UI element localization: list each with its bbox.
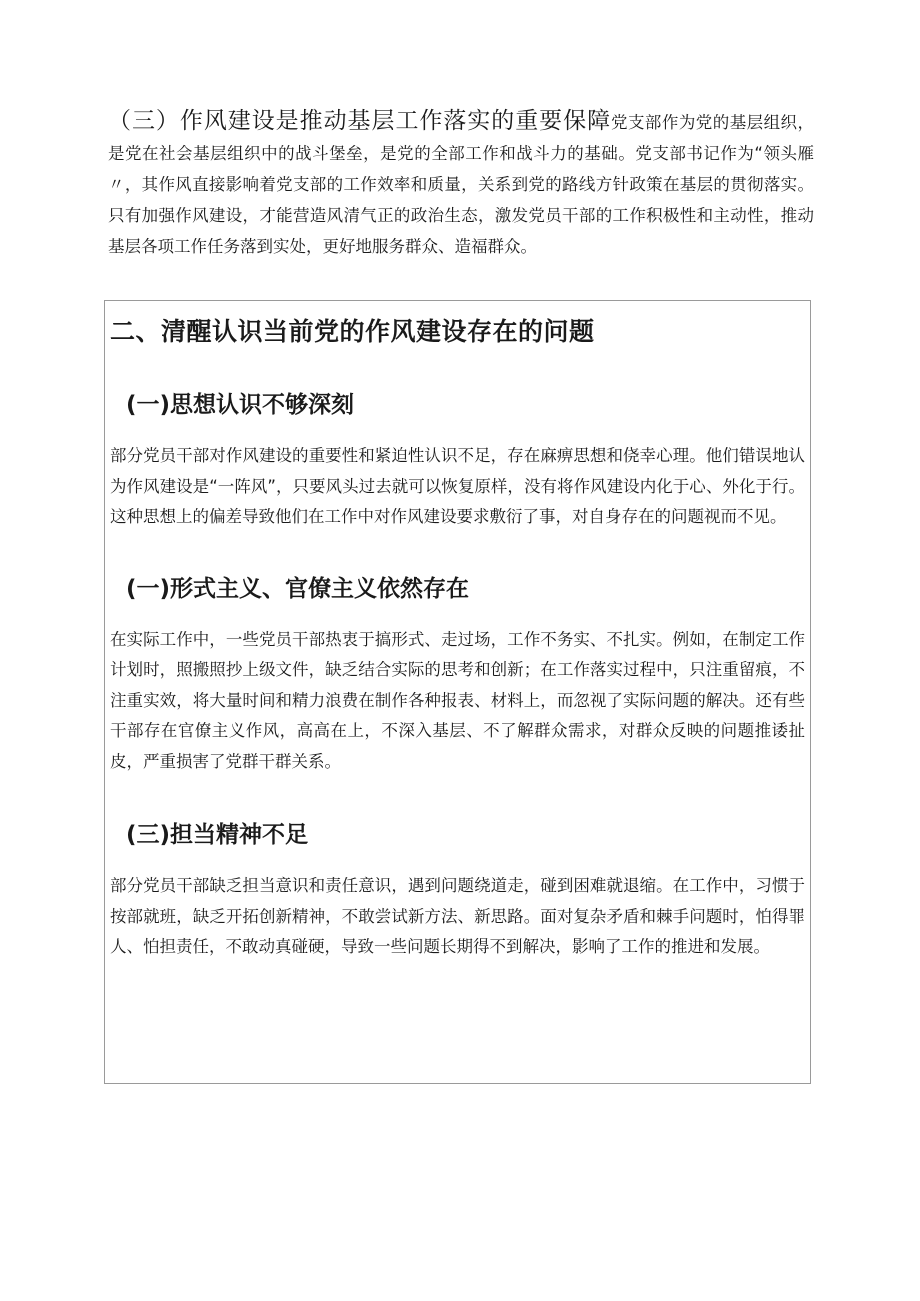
section-title: 二、清醒认识当前党的作风建设存在的问题	[110, 317, 595, 346]
intro-paragraph	[108, 106, 814, 262]
intro-heading: （三）作风建设是推动基层工作落实的重要保障	[108, 108, 612, 134]
subsection-body-formalism: 在实际工作中，一些党员干部热衷于搞形式、走过场，工作不务实、不扎实。例如，在制定工作计划时，照搬照抄上级文件，缺乏结合实际的思考和创新；在工作落实过程中，只注重留痕，不注重实效，将大量时间和精力浪费在制作各种报表、材料上，而忽视了实际问题的解决。还有些干部存在官僚主义作风，高高在上，不深入基层、不了解群众需求，对群众反映的问题推诿扯皮，严重损害了党群干群关系。	[110, 629, 805, 771]
subsection-title-responsibility: (三)担当精神不足	[126, 822, 309, 848]
subsection-body-responsibility: 部分党员干部缺乏担当意识和责任意识，遇到问题绕道走，碰到困难就退缩。在工作中，习惯于按部就班，缺乏开拓创新精神，不敢尝试新方法、新思路。面对复杂矛盾和棘手问题时，怕得罪人、怕担责任，不敢动真碰硬，导致一些问题长期得不到解决，影响了工作的推进和发展。	[110, 876, 805, 956]
section-box	[104, 300, 811, 1084]
subsection-title-ideology: (一)思想认识不够深刻	[126, 392, 355, 418]
intro-body: 党支部作为党的基层组织，是党在社会基层组织中的战斗堡垒，是党的全部工作和战斗力的基础。党支部书记作为“领头雁〃，其作风直接影响着党支部的工作效率和质量，关系到党的路线方针政策在基层的贯彻落实。只有加强作风建设，才能营造风清气正的政治生态，激发党员干部的工作积极性和主动性，推动基层各项工作任务落到实处，更好地服务群众、造福群众。	[108, 113, 814, 256]
subsection-body-ideology: 部分党员干部对作风建设的重要性和紧迫性认识不足，存在麻痹思想和侥幸心理。他们错误地认为作风建设是“一阵风”，只要风头过去就可以恢复原样，没有将作风建设内化于心、外化于行。这种思想上的偏差导致他们在工作中对作风建设要求敷衍了事，对自身存在的问题视而不见。	[110, 446, 805, 526]
subsection-title-formalism: (一)形式主义、官僚主义依然存在	[126, 575, 470, 602]
